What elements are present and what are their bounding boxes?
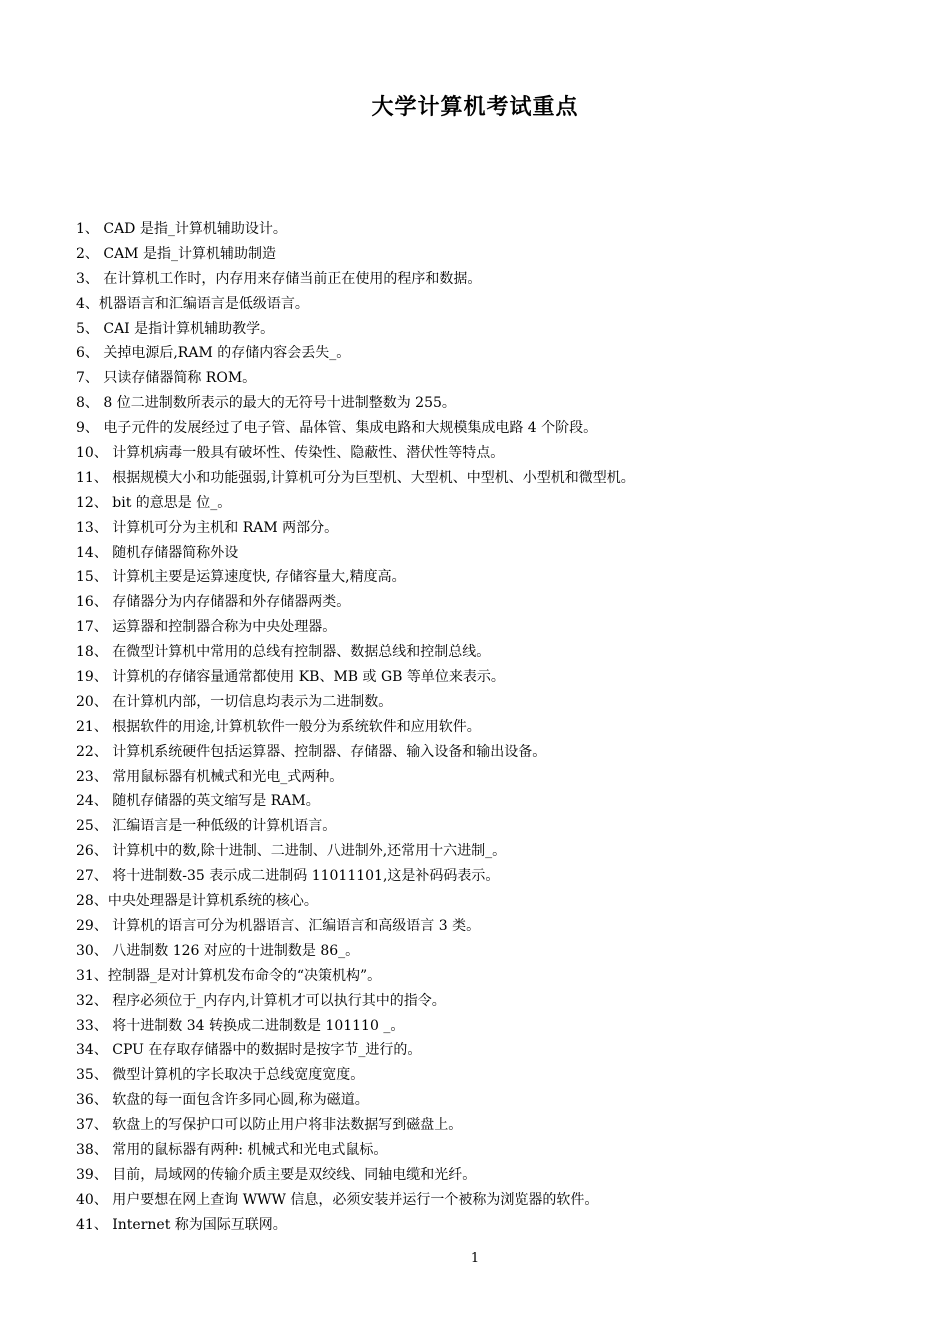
list-item: 27、 将十进制数-35 表示成二进制码 11011101,这是补码码表示。 xyxy=(76,868,500,885)
list-item: 21、 根据软件的用途,计算机软件一般分为系统软件和应用软件。 xyxy=(76,718,481,735)
list-item: 30、 八进制数 126 对应的十进制数是 86_。 xyxy=(76,942,360,959)
list-item: 25、 汇编语言是一种低级的计算机语言。 xyxy=(76,818,337,835)
list-item: 14、 随机存储器简称外设 xyxy=(76,544,239,561)
list-item: 34、 CPU 在存取存储器中的数据时是按字节_进行的。 xyxy=(76,1042,422,1059)
page-title: 大学计算机考试重点 xyxy=(371,95,579,120)
list-item: 16、 存储器分为内存储器和外存储器两类。 xyxy=(76,594,351,611)
page-number: 1 xyxy=(470,1251,480,1266)
list-item: 41、 Internet 称为国际互联网。 xyxy=(76,1216,287,1233)
list-item: 15、 计算机主要是运算速度快, 存储容量大,精度高。 xyxy=(76,569,406,586)
list-item: 10、 计算机病毒一般具有破坏性、传染性、隐蔽性、潜伏性等特点。 xyxy=(76,445,505,462)
list-item: 32、 程序必须位于_内存内,计算机才可以执行其中的指令。 xyxy=(76,992,446,1009)
list-item: 22、 计算机系统硬件包括运算器、控制器、存储器、输入设备和输出设备。 xyxy=(76,743,547,760)
list-item: 37、 软盘上的写保护口可以防止用户将非法数据写到磁盘上。 xyxy=(76,1117,463,1134)
list-item: 2、 CAM 是指_计算机辅助制造 xyxy=(76,245,276,262)
list-item: 17、 运算器和控制器合称为中央处理器。 xyxy=(76,619,337,636)
list-item: 40、 用户要想在网上查询 WWW 信息，必须安装并运行一个被称为浏览器的软件。 xyxy=(76,1191,599,1208)
list-item: 26、 计算机中的数,除十进制、二进制、八进制外,还常用十六进制_。 xyxy=(76,843,507,860)
key-points-list xyxy=(76,217,896,1238)
list-item: 4、机器语言和汇编语言是低级语言。 xyxy=(76,295,309,312)
list-item: 13、 计算机可分为主机和 RAM 两部分。 xyxy=(76,519,339,536)
list-item: 7、 只读存储器简称 ROM。 xyxy=(76,370,257,387)
list-item: 20、 在计算机内部，一切信息均表示为二进制数。 xyxy=(76,693,393,710)
list-item: 35、 微型计算机的字长取决于总线宽度宽度。 xyxy=(76,1067,365,1084)
list-item: 1、 CAD 是指_计算机辅助设计。 xyxy=(76,221,287,237)
list-item: 24、 随机存储器的英文缩写是 RAM。 xyxy=(76,793,320,810)
list-item: 12、 bit 的意思是 位_。 xyxy=(76,494,232,511)
list-item: 36、 软盘的每一面包含许多同心圆,称为磁道。 xyxy=(76,1092,369,1109)
list-item: 19、 计算机的存储容量通常都使用 KB、MB 或 GB 等单位来表示。 xyxy=(76,669,505,686)
list-item: 23、 常用鼠标器有机械式和光电_式两种。 xyxy=(76,768,344,785)
list-item: 38、 常用的鼠标器有两种: 机械式和光电式鼠标。 xyxy=(76,1141,388,1158)
list-item: 8、 8 位二进制数所表示的最大的无符号十进制整数为 255。 xyxy=(76,395,456,412)
list-item: 28、中央处理器是计算机系统的核心。 xyxy=(76,893,318,910)
list-item: 33、 将十进制数 34 转换成二进制数是 101110 _。 xyxy=(76,1017,405,1034)
list-item: 5、 CAI 是指计算机辅助教学。 xyxy=(76,320,275,337)
list-item: 3、 在计算机工作时，内存用来存储当前正在使用的程序和数据。 xyxy=(76,270,482,287)
list-item: 31、控制器_是对计算机发布命令的“决策机构”。 xyxy=(76,967,382,984)
list-item: 11、 根据规模大小和功能强弱,计算机可分为巨型机、大型机、中型机、小型机和微型机。 xyxy=(76,469,635,486)
list-item: 6、 关掉电源后,RAM 的存储内容会丢失_。 xyxy=(76,345,351,362)
list-item: 9、 电子元件的发展经过了电子管、晶体管、集成电路和大规模集成电路 4 个阶段。 xyxy=(76,420,598,437)
list-item: 39、 目前，局域网的传输介质主要是双绞线、同轴电缆和光纤。 xyxy=(76,1166,477,1183)
list-item: 29、 计算机的语言可分为机器语言、汇编语言和高级语言 3 类。 xyxy=(76,917,481,934)
list-item: 18、 在微型计算机中常用的总线有控制器、数据总线和控制总线。 xyxy=(76,644,491,661)
